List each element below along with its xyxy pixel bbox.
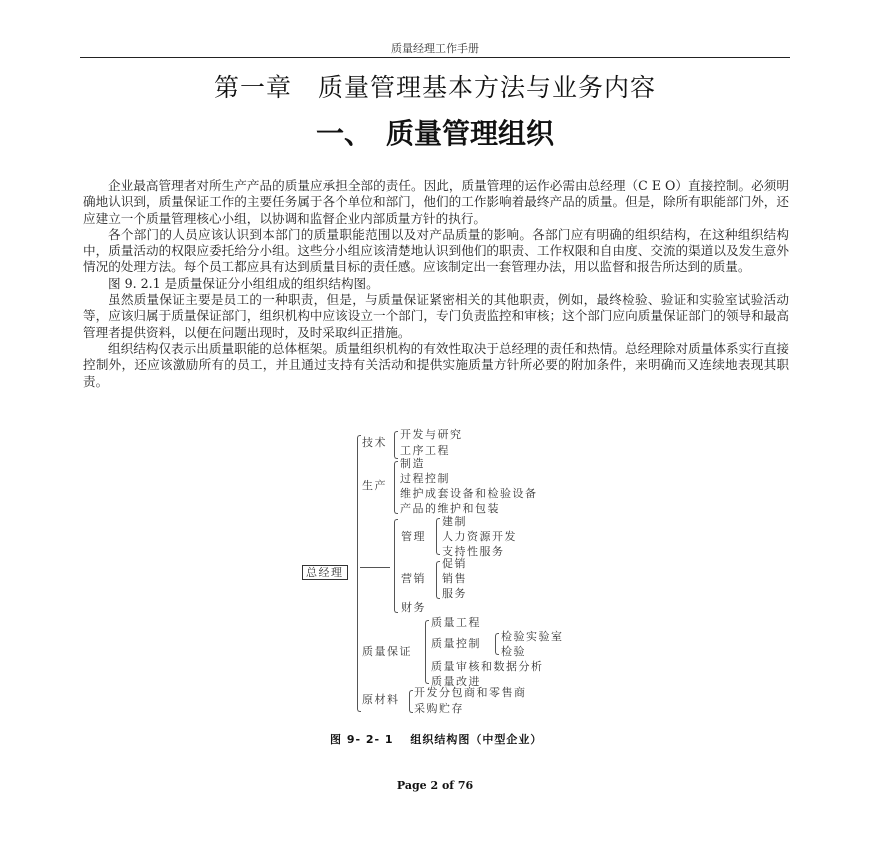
org-qa: 质量保证 xyxy=(362,645,412,658)
org-item: 维护成套设备和检验设备 xyxy=(400,487,538,500)
org-item: 开发与研究 xyxy=(400,428,463,441)
connector-line xyxy=(360,567,390,568)
org-production: 生产 xyxy=(362,479,387,492)
bracket xyxy=(409,690,413,713)
bracket xyxy=(394,461,398,514)
org-item: 质量审核和数据分析 xyxy=(431,660,544,673)
org-item: 采购贮存 xyxy=(414,702,464,715)
bracket xyxy=(394,519,398,613)
org-finance: 财务 xyxy=(401,601,426,614)
bracket xyxy=(425,620,429,684)
figure-caption: 图 9- 2- 1 组织结构图（中型企业） xyxy=(330,733,543,746)
paragraph: 图 9. 2.1 是质量保证分小组组成的组织结构图。 xyxy=(108,275,379,291)
org-management: 管理 xyxy=(401,530,426,543)
org-materials: 原材料 xyxy=(362,693,400,706)
paragraph: 组织结构仅表示出质量职能的总体框架。质量组织机构的有效性取决于总经理的责任和热情。总经理除对质量体系实行直接控制外，还应该激励所有的员工，并且通过支持有关活动和提供实施质量方针所必要的附加条件，来明确而又连续地表现其职责。 xyxy=(83,340,789,389)
org-item: 制造 xyxy=(400,457,425,470)
org-item: 质量控制 xyxy=(431,637,481,650)
paragraph: 虽然质量保证主要是员工的一种职责，但是，与质量保证紧密相关的其他职责，例如，最终检验、验证和实验室试验活动等，应该归属于质量保证部门，组织机构中应该设立一个部门，专门负责监控和审核；这个部门应向质量保证部门的领导和最高管理者提供资料，以便在问题出现时，及时采取纠正措施。 xyxy=(83,292,789,340)
org-root: 总经理 xyxy=(302,565,348,580)
bracket xyxy=(436,518,440,555)
org-item: 促销 xyxy=(442,557,467,570)
org-item: 质量改进 xyxy=(431,675,481,688)
paragraph: 各个部门的人员应该认识到本部门的质量职能范围以及对产品质量的影响。各部门应有明确的组织结构，在这种组织结构中，质量活动的权限应委托给分小组。这些分小组应该清楚地认识到他们的职责、工作权限和自由度、交流的渠道以及发生意外情况的处理方法。每个员工都应具有达到质量目标的责任感。应该制定出一套管理办法，用以监督和报告所达到的质量。 xyxy=(83,226,789,275)
org-item: 质量工程 xyxy=(431,616,481,629)
org-item: 销售 xyxy=(442,572,467,585)
bracket xyxy=(394,431,398,459)
org-item: 人力资源开发 xyxy=(442,530,517,543)
page-number: Page 2 of 76 xyxy=(396,779,474,792)
org-item: 建制 xyxy=(442,515,467,528)
org-item: 检验实验室 xyxy=(501,630,564,643)
org-tech: 技术 xyxy=(362,436,387,449)
org-marketing: 营销 xyxy=(401,572,426,585)
org-item: 过程控制 xyxy=(400,472,450,485)
running-header: 质量经理工作手册 xyxy=(391,42,479,55)
chapter-title: 第一章 质量管理基本方法与业务内容 xyxy=(213,73,656,102)
org-item: 产品的维护和包装 xyxy=(400,502,500,515)
paragraph: 企业最高管理者对所生产产品的质量应承担全部的责任。因此，质量管理的运作必需由总经理（C E O）直接控制。必须明确地认识到，质量保证工作的主要任务属于各个单位和部门，他们的工作影响着最终产品的质量。但是，除所有职能部门外，还应建立一个质量管理核心小组，以协调和监督企业内部质量方针的执行。 xyxy=(83,178,789,226)
org-item: 工序工程 xyxy=(400,444,450,457)
section-title: 一、 质量管理组织 xyxy=(315,117,554,150)
org-item: 开发分包商和零售商 xyxy=(414,686,527,699)
bracket xyxy=(436,561,440,599)
org-item: 服务 xyxy=(442,587,467,600)
bracket xyxy=(495,633,499,655)
bracket xyxy=(357,435,361,712)
org-item: 检验 xyxy=(501,645,526,658)
org-item: 支持性服务 xyxy=(442,545,505,558)
